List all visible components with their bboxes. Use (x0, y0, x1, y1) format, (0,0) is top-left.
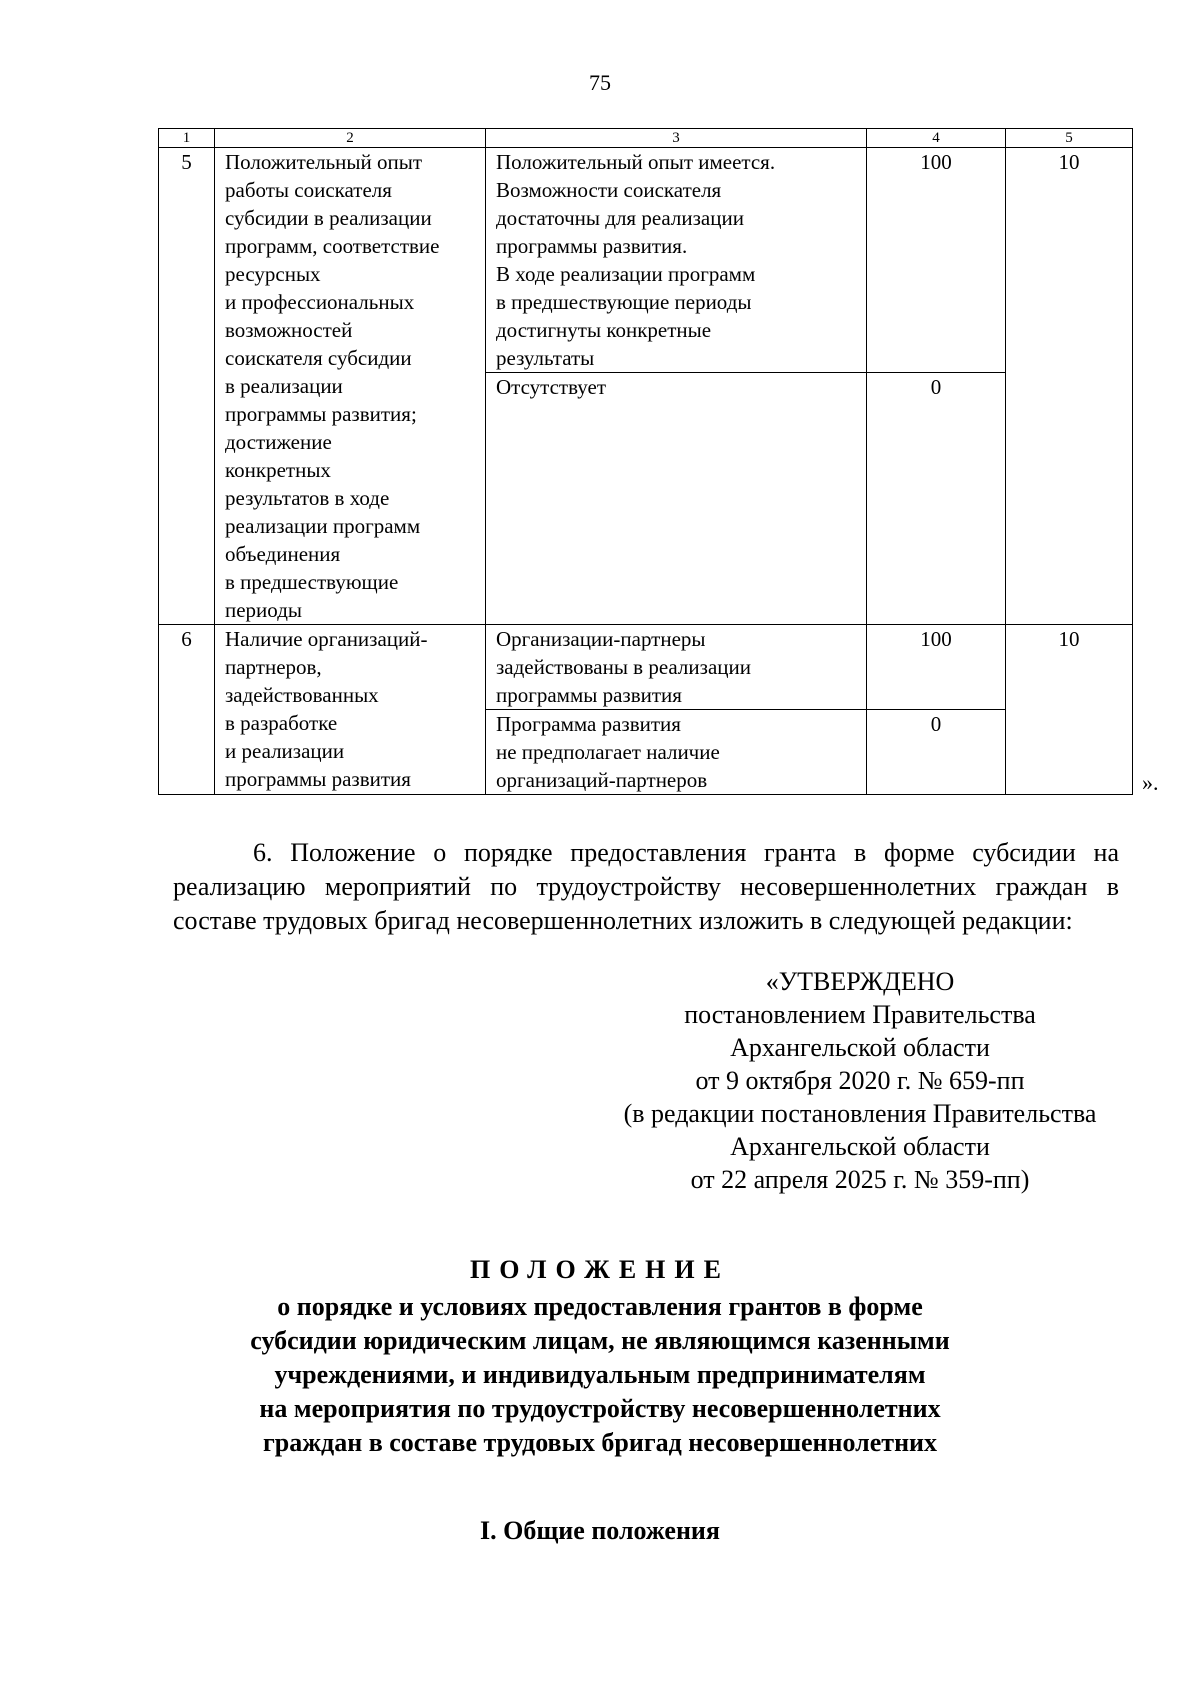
subtitle-line: о порядке и условиях предоставления грантов в форме (277, 1292, 923, 1321)
row-number: 6 (159, 625, 215, 795)
closing-quote-mark: ». (1142, 770, 1159, 795)
section-heading: I. Общие положения (480, 1516, 720, 1545)
header-cell: 5 (1006, 129, 1133, 148)
approval-line: (в редакции постановления Правительства (623, 1099, 1097, 1128)
option-cell: Программа развития не предполагает наличие организаций-партнеров (486, 710, 867, 795)
header-cell: 2 (215, 129, 486, 148)
score-cell: 0 (867, 710, 1006, 795)
amendment-paragraph: 6. Положение о порядке предоставления гранта в форме субсидии на реализацию мероприятий по трудоустройству несовершеннолетних граждан в составе трудовых бригад несовершеннолетних изложить в следующей редакции: (173, 838, 1119, 935)
option-cell: Отсутствует (486, 373, 867, 625)
page-number: 75 (589, 70, 611, 95)
subtitle-line: субсидии юридическим лицам, не являющимся казенными (250, 1326, 950, 1355)
approval-line: от 9 октября 2020 г. № 659-пп (695, 1066, 1025, 1095)
score-cell: 100 (867, 148, 1006, 373)
row-number: 5 (159, 148, 215, 625)
score-cell: 0 (867, 373, 1006, 625)
document-subtitle (0, 1290, 1200, 1460)
criterion-cell: Положительный опыт работы соискателя субсидии в реализации программ, соответствие ресурсных и профессиональных возможностей соискателя субсидии в реализации программы развития; достижение конкретных результатов в ходе реализации программ объединения в предшествующие периоды (215, 148, 486, 625)
option-cell: Положительный опыт имеется. Возможности соискателя достаточны для реализации программы развития. В ходе реализации программ в предшествующие периоды достигнуты конкретные результаты (486, 148, 867, 373)
table-row (159, 148, 1133, 373)
subtitle-line: граждан в составе трудовых бригад несовершеннолетних (262, 1428, 938, 1457)
approval-line: от 22 апреля 2025 г. № 359-пп) (690, 1165, 1030, 1194)
criteria-table (158, 128, 1133, 795)
subtitle-line: учреждениями, и индивидуальным предпринимателям (274, 1360, 926, 1389)
approval-line: Архангельской области (730, 1033, 990, 1062)
document-title: ПОЛОЖЕНИЕ (470, 1255, 730, 1284)
weight-cell: 10 (1006, 148, 1133, 625)
header-cell: 3 (486, 129, 867, 148)
approval-block (590, 965, 1130, 1196)
score-cell: 100 (867, 625, 1006, 710)
approval-line: Архангельской области (730, 1132, 990, 1161)
subtitle-line: на мероприятия по трудоустройству несовершеннолетних (259, 1394, 941, 1423)
table-row (159, 625, 1133, 710)
weight-cell: 10 (1006, 625, 1133, 795)
option-cell: Организации-партнеры задействованы в реализации программы развития (486, 625, 867, 710)
approval-line: «УТВЕРЖДЕНО (765, 967, 955, 996)
table-header-row (159, 129, 1133, 148)
header-cell: 4 (867, 129, 1006, 148)
header-cell: 1 (159, 129, 215, 148)
criterion-cell: Наличие организаций- партнеров, задействованных в разработке и реализации программы развития (215, 625, 486, 795)
approval-line: постановлением Правительства (684, 1000, 1036, 1029)
